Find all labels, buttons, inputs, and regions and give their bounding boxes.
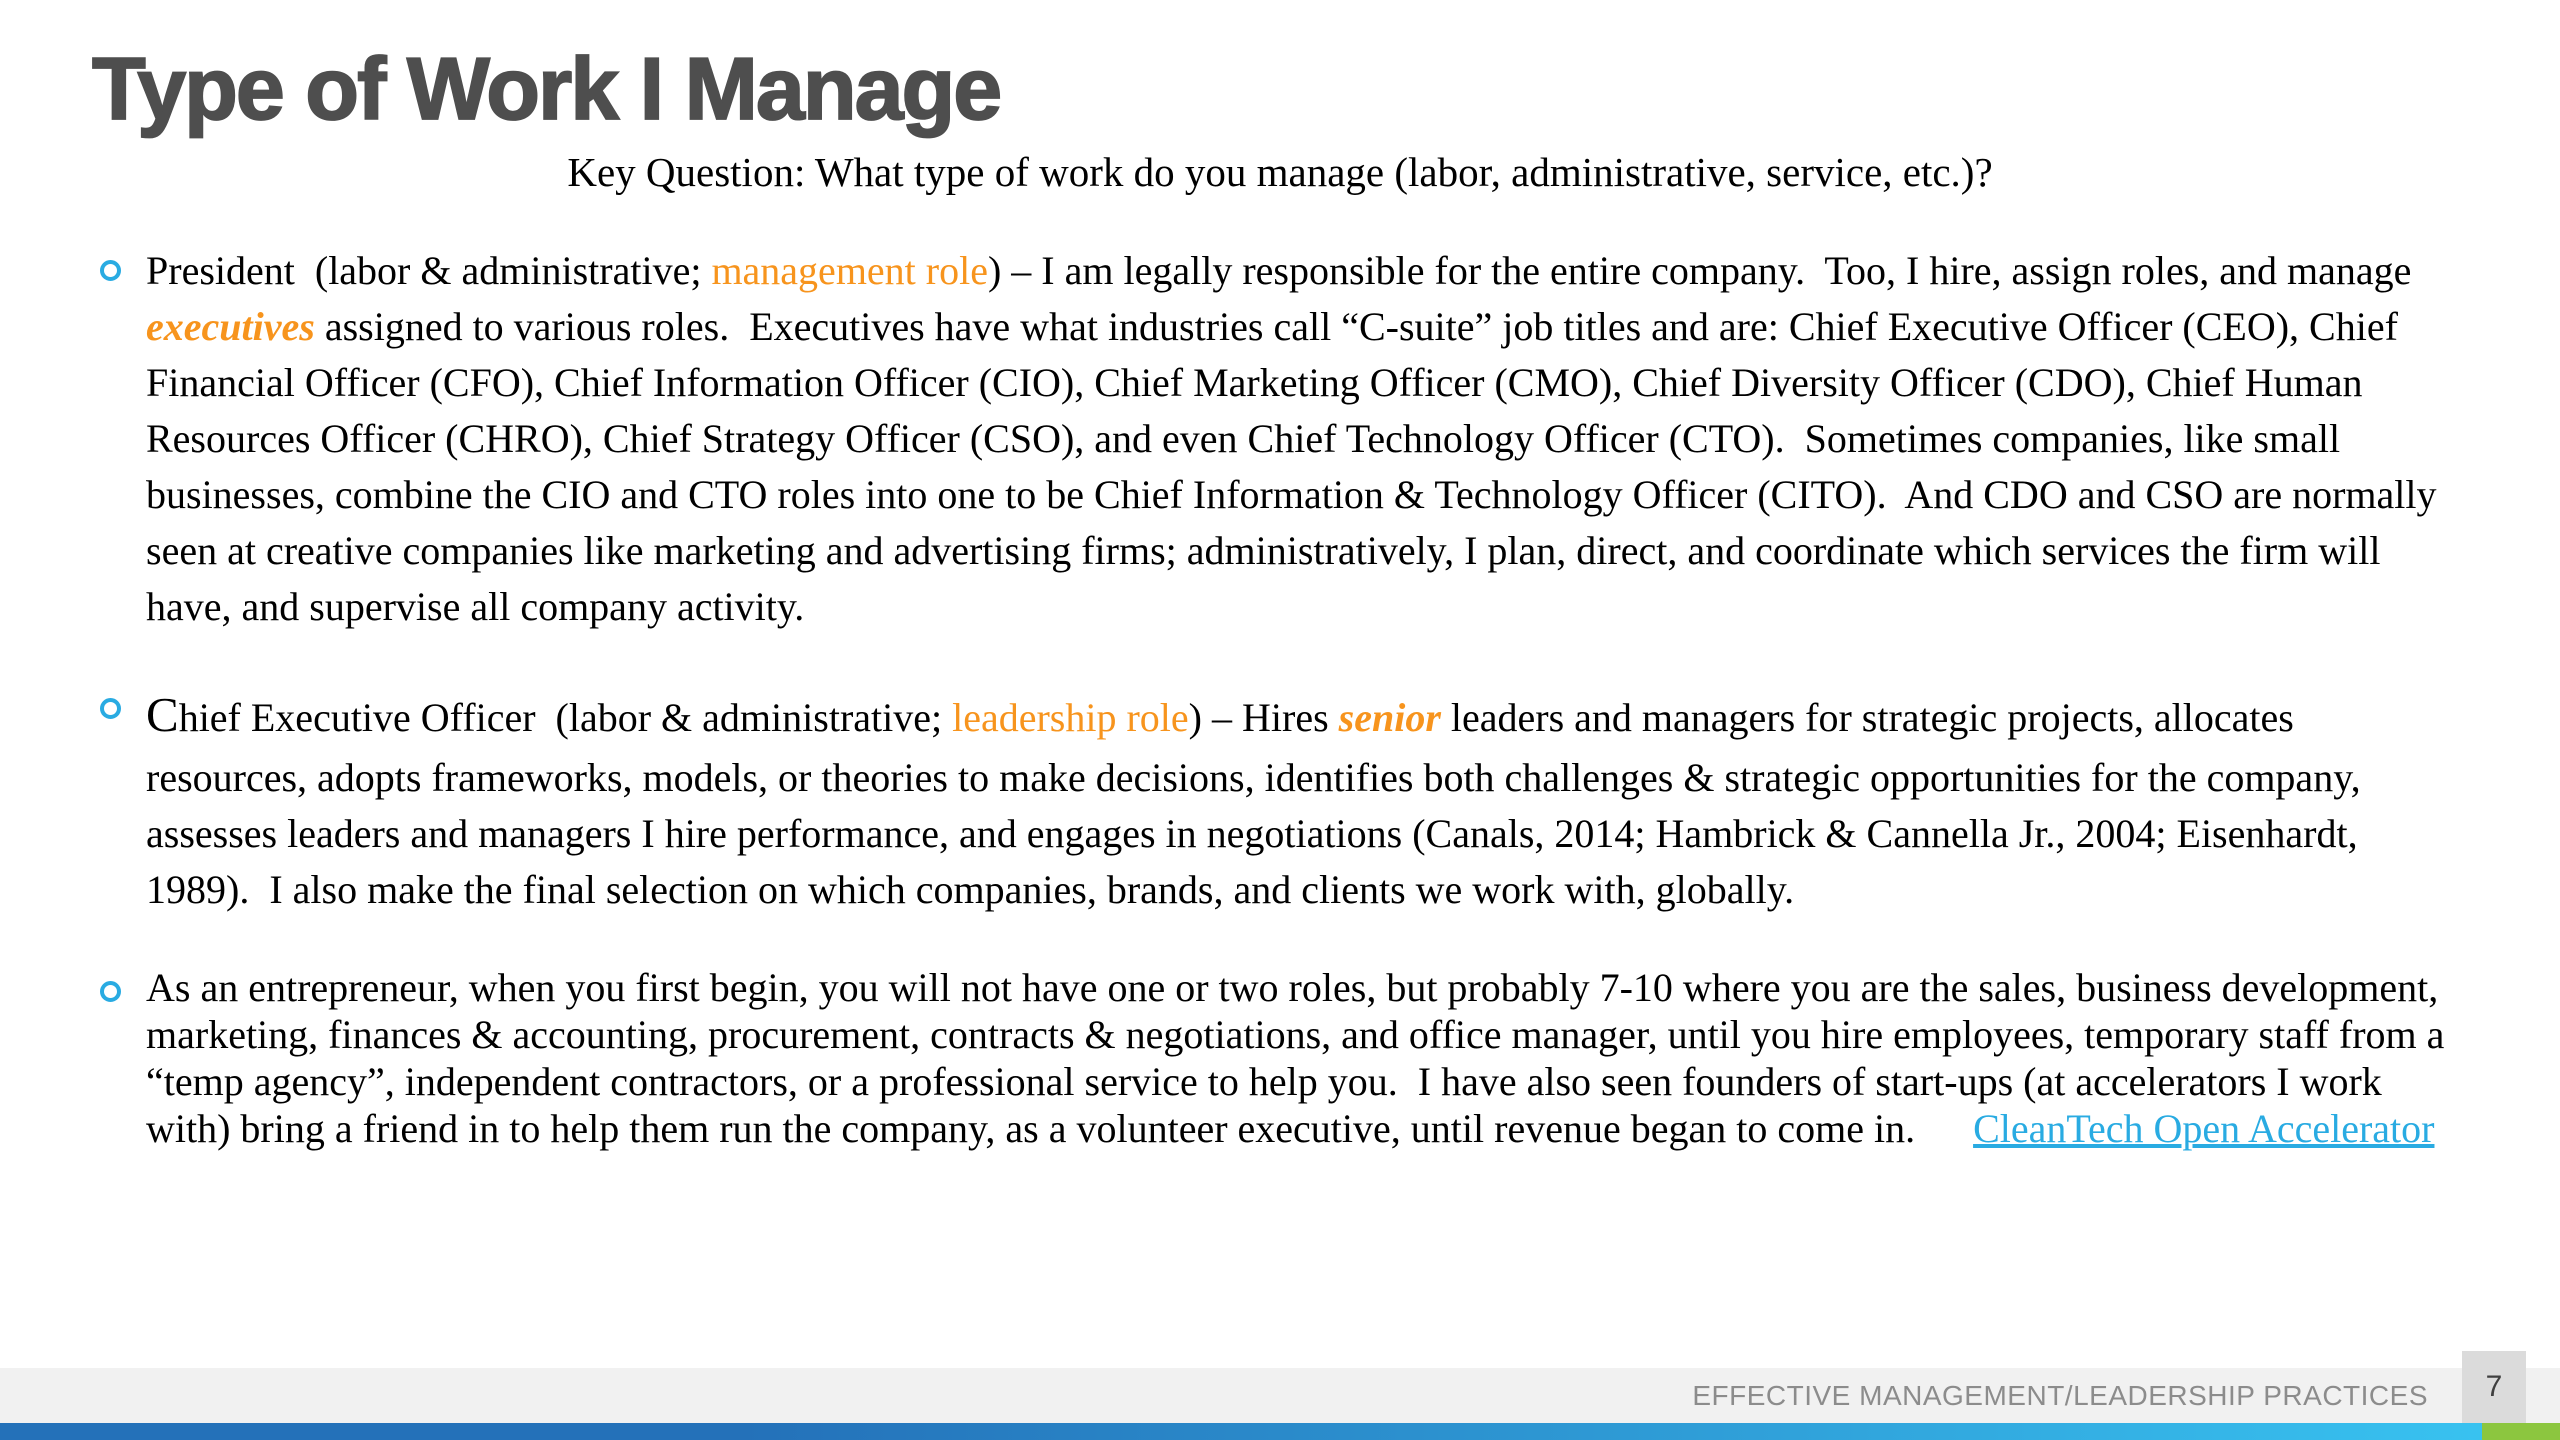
- key-question-subtitle: Key Question: What type of work do you manage (labor, administrative, service, etc.)?: [567, 149, 1993, 195]
- text-segment: assigned to various roles. Executives have what industries call “C-suite” job titles and are: Chief Executive Officer (CEO), Chief Financial Officer (CFO), Chief Information Officer (CIO), Chief Marketing Officer (CMO), Chief Diversity Officer (CDO), Chief Human Resources Officer (CHRO), Chief Strategy Officer (CSO), and even Chief Technology Officer (CTO). Sometimes companies, like small businesses, combine the CIO and CTO roles into one to be Chief Information & Technology Officer (CITO). And CDO and CSO are normally seen at creative companies like marketing and advertising firms; administratively, I plan, direct, and coordinate which services the firm will have, and supervise all company activity.: [146, 304, 2447, 629]
- text-segment: President (labor & administrative;: [146, 248, 712, 293]
- text-segment: ) – I am legally responsible for the entire company. Too, I hire, assign roles, and manage: [987, 248, 2422, 293]
- bullet-item: [96, 243, 2456, 635]
- text-segment: management role: [711, 248, 988, 293]
- text-segment: executives: [146, 304, 315, 349]
- accent-bar-gradient: [0, 1423, 2482, 1440]
- footer-strip: [0, 1368, 2560, 1423]
- bullet-text: [146, 965, 2454, 1152]
- bullet-text: [146, 687, 2371, 912]
- bottom-accent-bar: [0, 1423, 2560, 1440]
- text-segment: leaders and managers for strategic projects, allocates resources, adopts frameworks, models, or theories to make decisions, identifies both challenges & strategic opportunities for the company, assesses leaders and managers I hire performance, and engages in negotiations (Canals, 2014; Hambrick & Cannella Jr., 2004; Eisenhardt, 1989). I also make the final selection on which companies, brands, and clients we work with, globally.: [146, 695, 2371, 912]
- bullet-item: [96, 964, 2456, 1153]
- text-segment: senior: [1338, 695, 1441, 740]
- bullet-list: [96, 243, 2456, 1198]
- accent-bar-green-segment: [2482, 1423, 2560, 1440]
- page-title: Type of Work I Manage: [92, 39, 1001, 138]
- text-segment: hief Executive Officer (labor & administrative;: [178, 695, 953, 740]
- text-segment: leadership role: [952, 695, 1189, 740]
- bullet-circle-icon: [100, 260, 121, 281]
- cleantech-open-accelerator-link[interactable]: CleanTech Open Accelerator: [1973, 1106, 2435, 1152]
- text-segment: ) – Hires: [1188, 695, 1339, 740]
- bullet-circle-icon: [100, 698, 121, 719]
- bullet-item: [96, 681, 2456, 918]
- bullet-text: [146, 248, 2447, 629]
- page-number: 7: [2462, 1351, 2526, 1423]
- bullet-circle-icon: [100, 981, 121, 1002]
- text-segment: C: [146, 687, 179, 742]
- text-segment: As an entrepreneur, when you first begin, you will not have one or two roles, but probably 7-10 where you are the sales, business development, marketing, finances & accounting, procurement, contracts & negotiations, and office manager, until you hire employees, temporary staff from a “temp agency”, independent contractors, or a professional service to help you. I have also seen founders of start-ups (at accelerators I work with) bring a friend in to help them run the company, as a volunteer executive, until revenue began to come in.: [146, 964, 2455, 1152]
- footer-text: EFFECTIVE MANAGEMENT/LEADERSHIP PRACTICES: [1692, 1380, 2428, 1411]
